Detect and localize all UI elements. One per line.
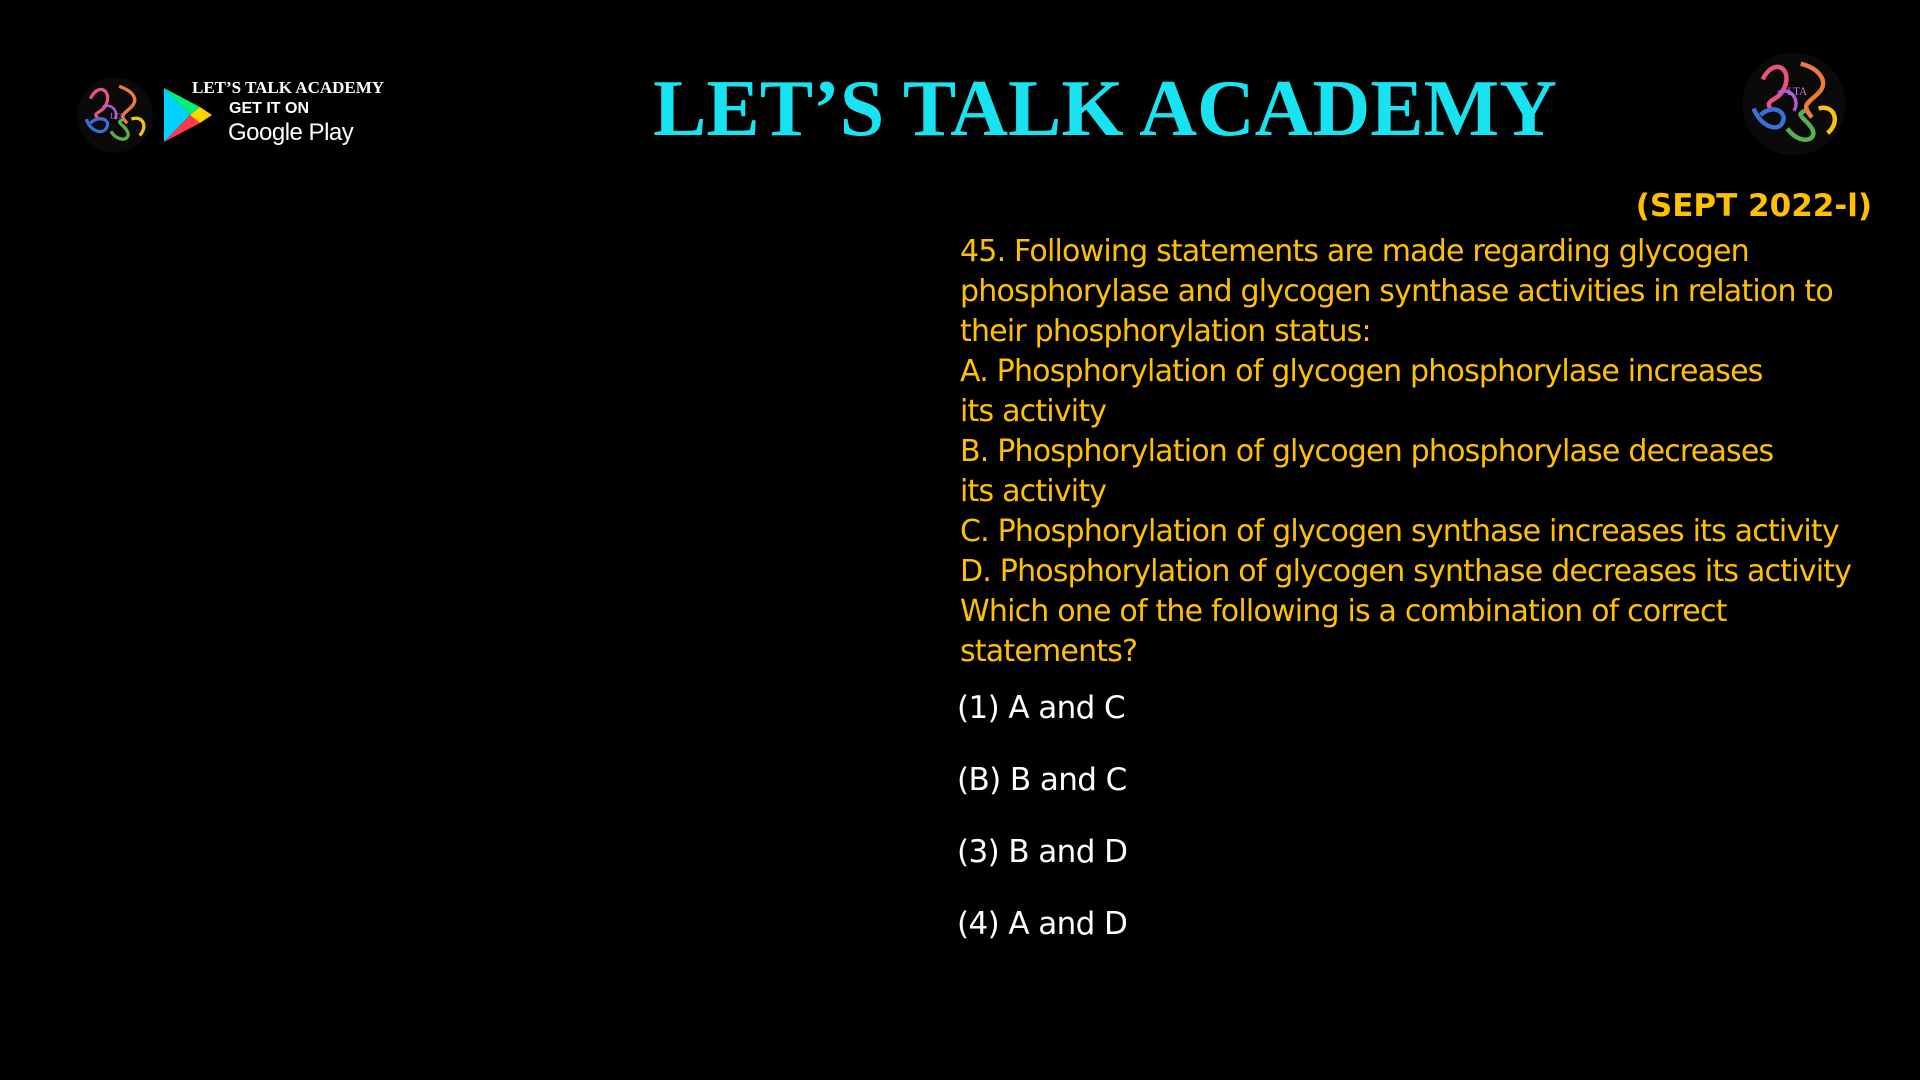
- statement-a-line: its activity: [960, 394, 1107, 429]
- answer-option-1[interactable]: (1) A and C: [957, 690, 1126, 726]
- answer-option-4[interactable]: (4) A and D: [957, 906, 1128, 942]
- badge-academy-name: LET’S TALK ACADEMY: [192, 78, 385, 97]
- question-line: phosphorylase and glycogen synthase activities in relation to: [960, 274, 1833, 309]
- answer-option-2[interactable]: (B) B and C: [957, 762, 1127, 798]
- badge-store-name: Google Play: [228, 119, 354, 146]
- google-play-icon: [160, 86, 214, 144]
- question-prompt-line: Which one of the following is a combination of correct: [960, 594, 1727, 629]
- question-line: 45. Following statements are made regarding glycogen: [960, 234, 1749, 269]
- lta-logo-right: [1738, 48, 1850, 160]
- question-text: [960, 232, 1880, 672]
- answer-options: [957, 688, 1127, 976]
- statement-a-line: A. Phosphorylation of glycogen phosphorylase increases: [960, 354, 1763, 389]
- svg-text:LTA: LTA: [110, 111, 125, 121]
- statement-b-line: B. Phosphorylation of glycogen phosphorylase decreases: [960, 434, 1774, 469]
- badge-get-it-on: GET IT ON: [229, 100, 309, 117]
- exam-session-tag: (SEPT 2022-l): [1635, 188, 1872, 224]
- statement-d-line: D. Phosphorylation of glycogen synthase decreases its activity: [960, 554, 1852, 589]
- question-prompt-line: statements?: [960, 634, 1138, 669]
- google-play-badge[interactable]: [160, 78, 420, 150]
- lta-logo-left: [74, 74, 156, 156]
- question-line: their phosphorylation status:: [960, 314, 1371, 349]
- statement-b-line: its activity: [960, 474, 1107, 509]
- svg-text:LTA: LTA: [1787, 86, 1808, 99]
- page-title: LET’S TALK ACADEMY: [653, 65, 1557, 153]
- statement-c-line: C. Phosphorylation of glycogen synthase increases its activity: [960, 514, 1839, 549]
- answer-option-3[interactable]: (3) B and D: [957, 834, 1128, 870]
